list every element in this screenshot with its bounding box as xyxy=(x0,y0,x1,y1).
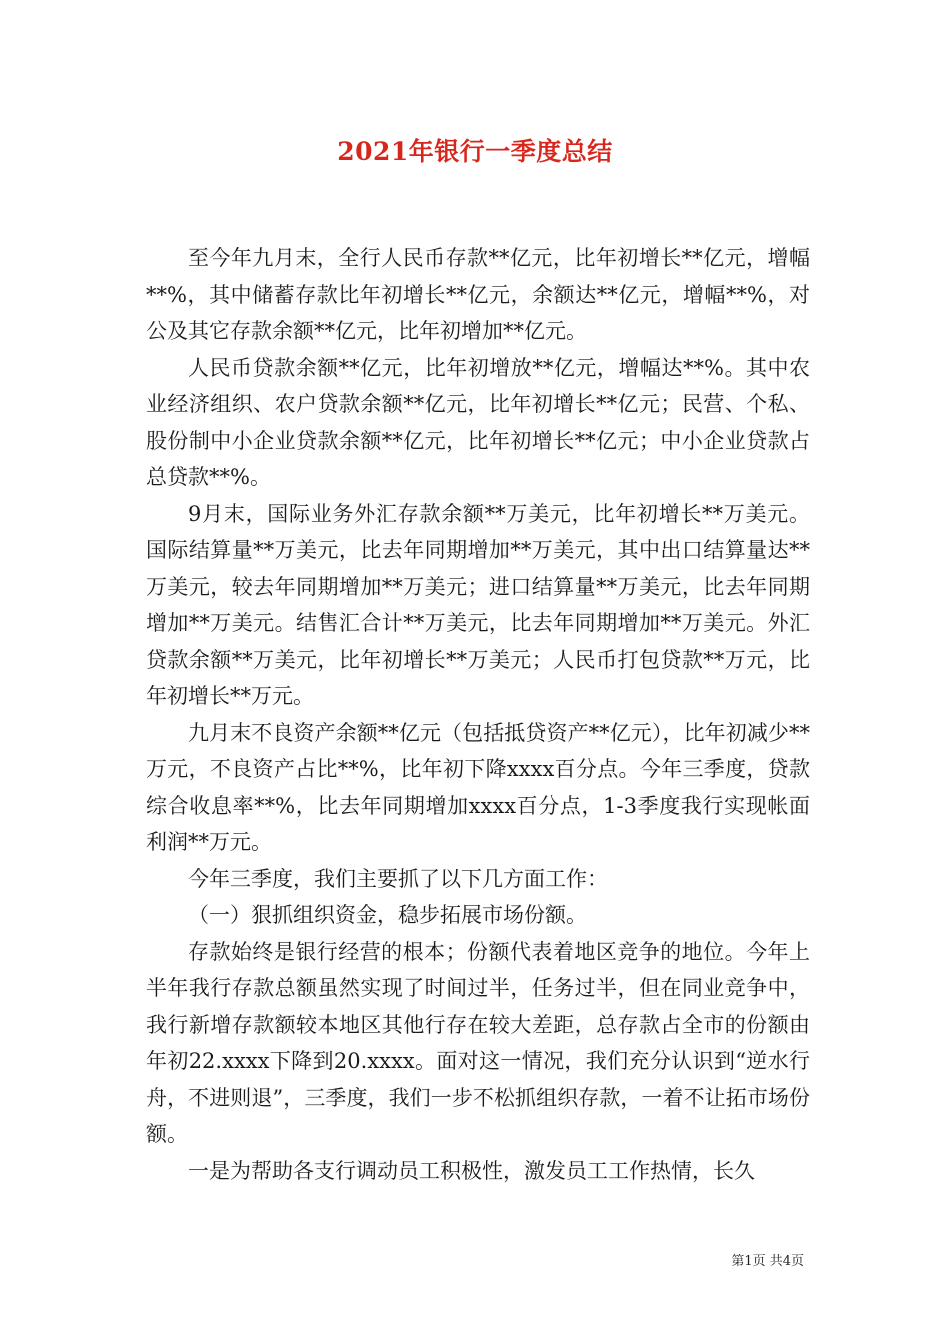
paragraph: 9月末，国际业务外汇存款余额**万美元，比年初增长**万美元。国际结算量**万美元，比去年同期增加**万美元，其中出口结算量达**万美元，较去年同期增加**万美元；进口结算量**万美元，比去年同期增加**万美元。结售汇合计**万美元，比去年同期增加**万美元。外汇贷款余额**万美元，比年初增长**万美元；人民币打包贷款**万元，比年初增长**万元。 xyxy=(146,501,810,708)
paragraph: 存款始终是银行经营的根本；份额代表着地区竞争的地位。今年上半年我行存款总额虽然实现了时间过半，任务过半，但在同业竞争中，我行新增存款额较本地区其他行存在较大差距，总存款占全市的份额由年初22.xxxx下降到20.xxxx。面对这一情况，我们充分认识到“逆水行舟，不进则退”，三季度，我们一步不松抓组织存款，一着不让拓市场份额。 xyxy=(146,939,810,1146)
paragraph: 一是为帮助各支行调动员工积极性，激发员工工作热情，长久 xyxy=(188,1158,755,1183)
paragraph: 九月末不良资产余额**亿元（包括抵贷资产**亿元），比年初减少**万元，不良资产占比**%，比年初下降xxxx百分点。今年三季度，贷款综合收息率**%，比去年同期增加xxxx百分点，1-3季度我行实现帐面利润**万元。 xyxy=(146,720,810,854)
section-heading: （一）狠抓组织资金，稳步拓展市场份额。 xyxy=(188,903,587,927)
document-title: 2021年银行一季度总结 xyxy=(337,137,613,166)
paragraph: 至今年九月末，全行人民币存款**亿元，比年初增长**亿元，增幅**%，其中储蓄存款比年初增长**亿元，余额达**亿元，增幅**%，对公及其它存款余额**亿元，比年初增加**亿元。 xyxy=(146,246,810,343)
document-body xyxy=(146,240,810,1189)
page-number: 第1页 共4页 xyxy=(731,1254,804,1269)
paragraph: 今年三季度，我们主要抓了以下几方面工作： xyxy=(188,866,608,891)
paragraph: 人民币贷款余额**亿元，比年初增放**亿元，增幅达**%。其中农业经济组织、农户贷款余额**亿元，比年初增长**亿元；民营、个私、股份制中小企业贷款余额**亿元，比年初增长**亿元；中小企业贷款占总贷款**%。 xyxy=(146,355,810,489)
